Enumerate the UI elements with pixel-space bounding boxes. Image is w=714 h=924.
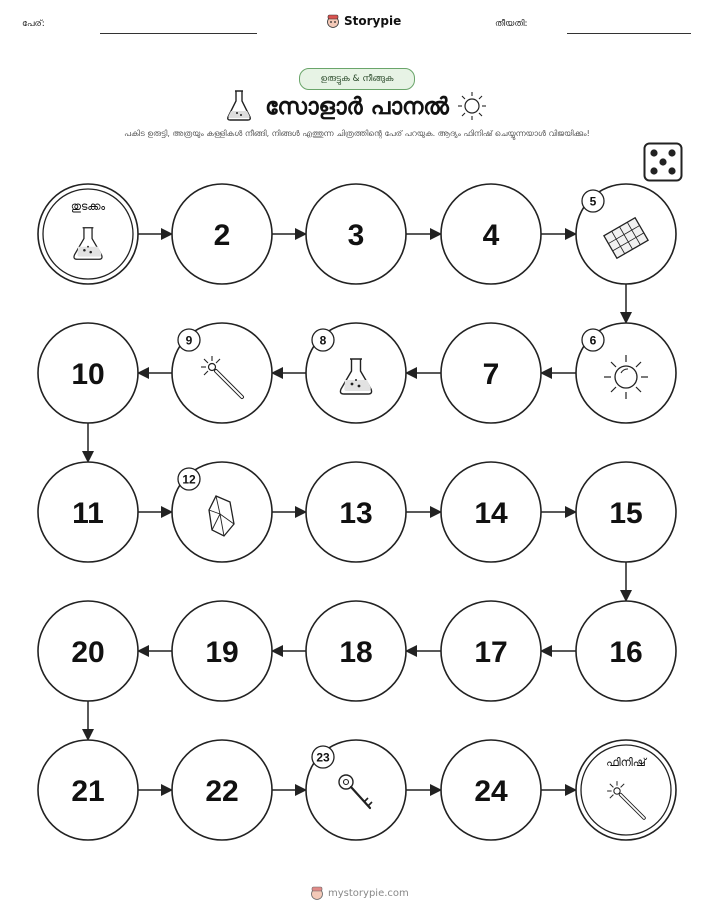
space-number: 10 [71,358,105,391]
board-space-23[interactable] [306,740,406,840]
board-space-12[interactable] [172,462,272,562]
board-space-7[interactable] [441,323,541,423]
dice-pip [668,167,675,174]
board-space-6[interactable] [576,323,676,423]
space-number: 6 [589,333,597,348]
board-space-17[interactable] [441,601,541,701]
dice-pip [650,149,657,156]
space-number: 7 [482,358,500,391]
space-number: 18 [339,636,373,669]
board-space-20[interactable] [38,601,138,701]
space-number: 23 [316,750,330,765]
storypie-footer-icon [310,886,324,900]
space-number: 11 [72,497,104,530]
space-number: 22 [205,775,239,808]
space-number: 5 [589,194,597,209]
dice-pip [650,167,657,174]
board-space-22[interactable] [172,740,272,840]
space-number: 15 [609,497,643,530]
dice-pip [668,149,675,156]
space-circle [38,184,138,284]
board-space-15[interactable] [576,462,676,562]
space-number: 8 [319,333,327,348]
board-space-4[interactable] [441,184,541,284]
board-space-9[interactable] [172,323,272,423]
game-type-badge: ഉരുട്ടുക & നീങ്ങുക [299,68,415,90]
space-number: 19 [205,636,239,669]
page-title: സോളാർ പാനൽ [265,94,449,120]
board-space-8[interactable] [306,323,406,423]
space-number: 13 [339,497,373,530]
board-space-3[interactable] [306,184,406,284]
board-space-24[interactable] [441,740,541,840]
space-number: 2 [213,219,231,252]
board-space-11[interactable] [38,462,138,562]
space-number: 24 [474,775,508,808]
dice-icon [643,142,683,182]
board-space-14[interactable] [441,462,541,562]
space-number: 20 [71,636,105,669]
board-space-2[interactable] [172,184,272,284]
board-space-19[interactable] [172,601,272,701]
board-space-18[interactable] [306,601,406,701]
finish-space[interactable] [576,740,676,840]
space-number: 16 [609,636,643,669]
footer [310,886,409,900]
board-space-13[interactable] [306,462,406,562]
footer-url[interactable]: mystorypie.com [328,887,409,899]
instructions: പകിട ഉരുട്ടി, അത്രയും കള്ളികൾ നീങ്ങി, നിങ്ങൾ എത്തുന്ന ചിത്രത്തിന്റെ പേര് പറയുക. ആദ്യം ഫിനിഷ് ചെയ്യുന്നയാൾ വിജയിക്കും! [124,129,590,138]
space-number: 12 [182,472,196,487]
space-number: 14 [474,497,508,530]
board-space-10[interactable] [38,323,138,423]
board-space-5[interactable] [576,184,676,284]
start-space[interactable] [38,184,138,284]
space-label: തുടക്കം [70,200,106,213]
space-label: ഫിനിഷ് [606,756,646,769]
space-number: 9 [185,333,193,348]
space-number: 3 [347,219,365,252]
name-label: പേര്: [22,19,45,29]
board-space-21[interactable] [38,740,138,840]
space-circle [576,740,676,840]
brand-name: Storypie [344,14,402,28]
space-number: 21 [71,775,105,808]
date-label: തീയതി: [495,19,528,29]
space-number: 17 [474,636,508,669]
space-number: 4 [482,219,500,252]
board-space-16[interactable] [576,601,676,701]
dice-pip [659,158,666,165]
